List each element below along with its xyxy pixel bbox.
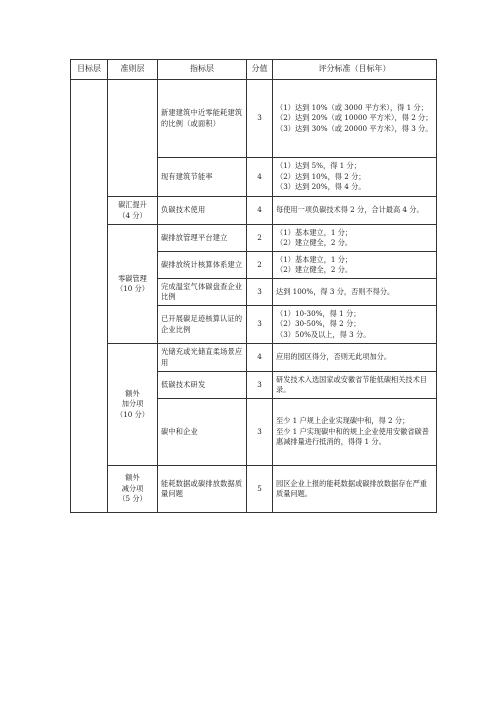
standard-cell (273, 279, 437, 306)
criterion-line: 额外 (125, 388, 140, 398)
score-cell: 3 (247, 399, 273, 466)
table-row (71, 225, 437, 252)
indicator-cell: 已开展碳足迹核算认证的企业比例 (158, 306, 247, 344)
standard-line: （2）30-50%，得 2 分； (276, 319, 361, 329)
standard-line: 应用的园区得分，否则无此项加分。 (276, 352, 392, 362)
header-standard: 评分标准（目标年） (273, 60, 437, 80)
standard-line: 园区企业上报的能耗数据或碳排放数据存在严重质量问题。 (276, 478, 427, 498)
criterion-line: （4 分） (118, 210, 147, 220)
score-cell: 2 (247, 252, 273, 279)
standard-line: （3）50%及以上，得 3 分。 (276, 329, 371, 339)
score-cell: 3 (247, 279, 273, 306)
indicator-cell: 光储充或光储直柔场景应用 (158, 344, 247, 372)
standard-line: （3）达到 20%，得 4 分。 (276, 182, 366, 192)
standard-cell (273, 225, 437, 252)
indicator-cell: 能耗数据或碳排放数据质量问题 (158, 466, 247, 513)
indicator-cell: 低碳技术研发 (158, 372, 247, 399)
criterion-line: 零碳管理 (118, 273, 147, 283)
criterion-cell (108, 225, 158, 344)
criterion-line: 额外 (125, 473, 140, 483)
header-row (71, 60, 437, 80)
indicator-cell: 碳排放管理平台建立 (158, 225, 247, 252)
header-score: 分值 (247, 60, 273, 80)
score-cell: 3 (247, 80, 273, 158)
scoring-table (70, 59, 437, 513)
score-cell: 3 (247, 372, 273, 399)
indicator-cell: 碳排放统计核算体系建立 (158, 252, 247, 279)
standard-line: 达到 100%，得 3 分，否则不得分。 (276, 286, 395, 296)
standard-line: （2）达到 10%，得 2 分； (276, 171, 366, 181)
standard-line: （2）达到 20%（或 10000 平方米），得 2 分； (276, 113, 433, 123)
standard-line: （3）达到 30%（或 20000 平方米），得 3 分。 (276, 123, 433, 133)
criterion-cell (108, 197, 158, 225)
score-cell: 3 (247, 306, 273, 344)
standard-cell (273, 344, 437, 372)
indicator-cell: 完成温室气体碳盘查企业比例 (158, 279, 247, 306)
standard-cell (273, 306, 437, 344)
standard-cell (273, 80, 437, 158)
criterion-cell (108, 466, 158, 513)
header-target: 目标层 (71, 60, 108, 80)
standard-line: （2）建立健全，2 分。 (276, 238, 353, 247)
score-cell: 5 (247, 466, 273, 513)
standard-line: （2）建立健全，2 分。 (276, 265, 353, 274)
indicator-cell: 负碳技术使用 (158, 197, 247, 225)
score-cell: 4 (247, 344, 273, 372)
criterion-line: （10 分） (116, 409, 149, 419)
standard-line: （1）10-30%，得 1 分； (276, 308, 361, 318)
table-row (71, 80, 437, 158)
indicator-cell: 现有建筑节能率 (158, 158, 247, 197)
criterion-line: 减分项 (121, 483, 144, 493)
standard-cell (273, 158, 437, 197)
standard-line: 每使用一项负碳技术得 2 分，合计最高 4 分。 (276, 205, 424, 215)
target-cell (71, 80, 108, 513)
table-row (71, 466, 437, 513)
indicator-cell: 新建建筑中近零能耗建筑的比例（或面积） (158, 80, 247, 158)
criterion-cell-empty (108, 80, 158, 197)
standard-line: （1）基本建立，1 分； (276, 254, 353, 264)
criterion-line: 加分项 (121, 399, 144, 409)
standard-line: 至少 1 户规上企业实现碳中和，得 2 分； (276, 416, 410, 426)
score-cell: 2 (247, 225, 273, 252)
criterion-cell (108, 344, 158, 466)
criterion-line: （5 分） (118, 494, 147, 504)
standard-cell (273, 466, 437, 513)
standard-line: （1）达到 5%，得 1 分； (276, 161, 361, 171)
header-criterion: 准则层 (108, 60, 158, 80)
header-indicator: 指标层 (158, 60, 247, 80)
indicator-cell: 碳中和企业 (158, 399, 247, 466)
criterion-line: （10 分） (116, 284, 149, 293)
standard-cell (273, 399, 437, 466)
criterion-line: 碳汇提升 (118, 200, 147, 210)
standard-cell (273, 372, 437, 399)
standard-cell (273, 197, 437, 225)
standard-cell (273, 252, 437, 279)
table-row (71, 197, 437, 225)
standard-line: （1）达到 10%（或 3000 平方米），得 1 分； (276, 102, 428, 112)
standard-line: （1）基本建立，1 分； (276, 227, 353, 237)
score-cell: 4 (247, 158, 273, 197)
table-row (71, 344, 437, 372)
standard-line: 至少 1 户实现碳中和的规上企业使用安徽省碳普惠减排量进行抵消的，得得 1 分。 (276, 426, 429, 447)
score-cell: 4 (247, 197, 273, 225)
standard-line: 研发技术入选国家或安徽省节能低碳相关技术目录。 (276, 374, 427, 394)
